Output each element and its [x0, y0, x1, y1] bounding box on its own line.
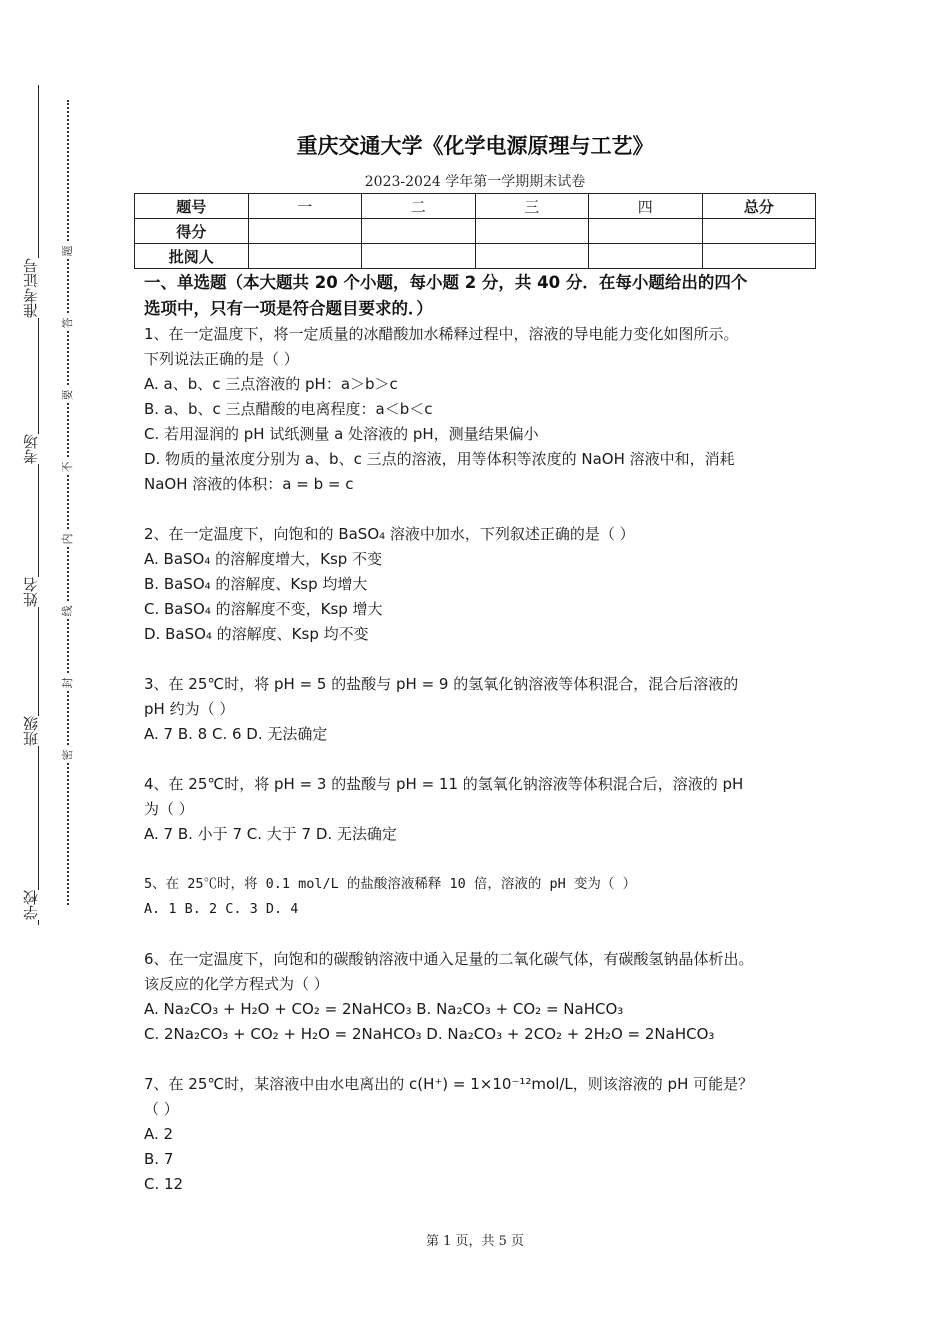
answer-option: D. BaSO₄ 的溶解度、Ksp 均不变 [144, 625, 369, 643]
seal-char: 线 [61, 603, 75, 619]
answer-option: A. a、b、c 三点溶液的 pH：a＞b＞c [144, 375, 398, 393]
row-header: 得分 [135, 219, 249, 244]
answer-option: C. 若用湿润的 pH 试纸测量 a 处溶液的 pH，测量结果偏小 [144, 425, 539, 443]
answer-option: C. 2Na₂CO₃ + CO₂ + H₂O = 2NaHCO₃ D. Na₂CO₃ + 2CO₂ + 2H₂O = 2NaHCO₃ [144, 1025, 715, 1043]
page-number: 第 1 页，共 5 页 [425, 1234, 525, 1249]
score-cell [702, 219, 816, 244]
seal-char: 题 [61, 243, 75, 259]
seal-char: 内 [61, 531, 75, 547]
exam-subtitle: 2023-2024 学年第一学期期末试卷 [364, 174, 586, 190]
grader-cell [248, 244, 362, 269]
answer-option: A. 7 B. 小于 7 C. 大于 7 D. 无法确定 [144, 825, 397, 843]
answer-option: A. BaSO₄ 的溶解度增大，Ksp 不变 [144, 550, 383, 568]
question-stem: 下列说法正确的是（ ） [144, 350, 299, 368]
col-header: 四 [589, 194, 703, 219]
answer-option: B. BaSO₄ 的溶解度、Ksp 均增大 [144, 575, 368, 593]
question-stem: 该反应的化学方程式为（ ） [144, 975, 329, 993]
answer-option: A. 7 B. 8 C. 6 D. 无法确定 [144, 725, 328, 743]
col-header: 一 [248, 194, 362, 219]
field-label-class: 班级 [22, 716, 40, 746]
seal-char: 不 [61, 459, 75, 475]
answer-option: D. 物质的量浓度分别为 a、b、c 三点的溶液，用等体积等浓度的 NaOH 溶液中和，消耗 [144, 450, 735, 468]
field-label-school: 学校 [22, 890, 40, 920]
binding-solid-line [38, 85, 39, 925]
answer-option: NaOH 溶液的体积：a = b = c [144, 475, 354, 493]
field-label-name: 姓名 [22, 577, 40, 607]
question-stem: 2、在一定温度下，向饱和的 BaSO₄ 溶液中加水，下列叙述正确的是（ ） [144, 525, 635, 543]
question-stem: 4、在 25℃时，将 pH = 3 的盐酸与 pH = 11 的氢氧化钠溶液等体积混合后，溶液的 pH [144, 775, 744, 793]
score-cell [248, 219, 362, 244]
seal-char: 要 [61, 387, 75, 403]
question-content [144, 270, 824, 1197]
answer-option: B. 7 [144, 1150, 174, 1168]
answer-option: A. 1 B. 2 C. 3 D. 4 [144, 901, 299, 917]
grader-row [135, 244, 816, 269]
seal-char: 答 [61, 315, 75, 331]
col-header: 题号 [135, 194, 249, 219]
question-stem: （ ） [144, 1100, 179, 1118]
grader-cell [475, 244, 589, 269]
question-stem: 3、在 25℃时，将 pH = 5 的盐酸与 pH = 9 的氢氧化钠溶液等体积混合，混合后溶液的 [144, 675, 739, 693]
score-row [135, 219, 816, 244]
col-header: 二 [362, 194, 476, 219]
score-cell [362, 219, 476, 244]
seal-char: 封 [61, 675, 75, 691]
grader-cell [362, 244, 476, 269]
answer-option: A. Na₂CO₃ + H₂O + CO₂ = 2NaHCO₃ B. Na₂CO₃ + CO₂ = NaHCO₃ [144, 1000, 624, 1018]
col-header: 三 [475, 194, 589, 219]
question-stem: 5、在 25℃时，将 0.1 mol/L 的盐酸溶液稀释 10 倍，溶液的 pH 变为（ ） [144, 876, 637, 892]
score-table [134, 193, 816, 269]
score-cell [475, 219, 589, 244]
question-stem: 7、在 25℃时，某溶液中由水电离出的 c(H⁺) = 1×10⁻¹²mol/L，则该溶液的 pH 可能是？ [144, 1075, 754, 1093]
answer-option: B. a、b、c 三点醋酸的电离程度：a＜b＜c [144, 400, 433, 418]
question-stem: 为（ ） [144, 800, 194, 818]
answer-option: A. 2 [144, 1125, 174, 1143]
exam-title: 重庆交通大学《化学电源原理与工艺》 [296, 134, 654, 158]
score-cell [589, 219, 703, 244]
field-label-exam-number: 准考证号 [22, 258, 40, 318]
section-heading: 一、单选题（本大题共 20 个小题，每小题 2 分，共 40 分．在每小题给出的四个 [144, 273, 748, 292]
answer-option: C. 12 [144, 1175, 184, 1193]
section-heading: 选项中，只有一项是符合题目要求的．） [144, 299, 433, 318]
row-header: 批阅人 [135, 244, 249, 269]
answer-option: C. BaSO₄ 的溶解度不变，Ksp 增大 [144, 600, 383, 618]
question-stem: pH 约为（ ） [144, 700, 235, 718]
seal-dotted-line [67, 100, 69, 905]
score-table-header-row [135, 194, 816, 219]
col-header: 总分 [702, 194, 816, 219]
grader-cell [589, 244, 703, 269]
field-label-exam-room: 考场 [22, 434, 40, 464]
grader-cell [702, 244, 816, 269]
seal-char: 密 [61, 747, 75, 763]
question-stem: 1、在一定温度下，将一定质量的冰醋酸加水稀释过程中，溶液的导电能力变化如图所示。 [144, 325, 739, 343]
question-stem: 6、在一定温度下，向饱和的碳酸钠溶液中通入足量的二氧化碳气体，有碳酸氢钠晶体析出。 [144, 950, 754, 968]
